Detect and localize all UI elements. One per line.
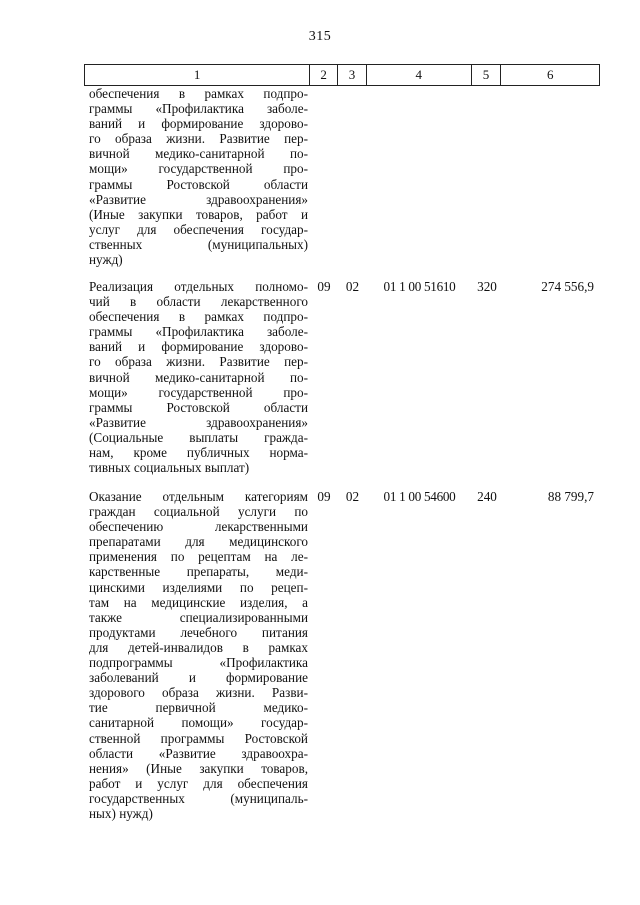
description-line: ваний и формирование здорово- xyxy=(89,339,308,355)
description-line: тивных социальных выплат) xyxy=(89,460,250,476)
description-line: государственных (муниципаль- xyxy=(89,790,308,806)
description-line: граждан социальной услуги по xyxy=(89,504,308,520)
description-line: подпрограммы «Профилактика xyxy=(89,655,308,671)
row-description xyxy=(84,489,310,821)
column-header-5: 5 xyxy=(472,65,502,85)
description-line: препаратами для медицинского xyxy=(89,534,308,550)
description-line: ваний и формирование здорово- xyxy=(89,116,308,132)
description-line: для детей-инвалидов в рамках xyxy=(89,639,308,655)
description-line: (Иные закупки товаров, работ и xyxy=(89,206,308,222)
description-line: заболеваний и формирование xyxy=(89,670,308,686)
column-header-6: 6 xyxy=(546,67,554,82)
description-line: здорового образа жизни. Разви- xyxy=(89,685,308,701)
description-line: нам, кроме публичных норма- xyxy=(89,445,308,461)
page-number: 315 xyxy=(308,29,332,44)
row-amount: 88 799,7 xyxy=(547,489,594,504)
description-line: «Развитие здравоохранения» xyxy=(89,414,308,430)
description-line: обеспечению лекарственными xyxy=(89,519,308,535)
description-line: чий в области лекарственного xyxy=(89,294,308,310)
table-row xyxy=(84,86,600,267)
row-target-code: 01 1 00 54600 xyxy=(383,489,456,504)
column-header-4: 4 xyxy=(367,65,472,85)
row-subsection-code: 02 xyxy=(345,279,360,294)
row-section-code: 09 xyxy=(317,279,331,294)
description-line: Реализация отдельных полномо- xyxy=(89,279,308,294)
description-line: граммы «Профилактика заболе- xyxy=(89,324,308,340)
description-line: го образа жизни. Развитие пер- xyxy=(89,354,308,370)
description-line: ственной программы Ростовской xyxy=(89,730,308,746)
description-line: цинскими изделиями по рецеп- xyxy=(89,579,308,595)
table-row xyxy=(84,489,600,821)
row-amount: 274 556,9 xyxy=(541,279,594,294)
description-line: обеспечения в рамках подпро- xyxy=(89,309,308,325)
description-line: вичной медико-санитарной по- xyxy=(89,146,308,162)
description-line: санитарной помощи» государ- xyxy=(89,715,308,731)
description-line: области «Развитие здравоохра- xyxy=(89,745,308,761)
description-line: карственные препараты, меди- xyxy=(89,564,308,580)
description-line: обеспечения в рамках подпро- xyxy=(89,86,308,101)
description-line: граммы «Профилактика заболе- xyxy=(89,101,308,117)
row-amount xyxy=(502,86,600,267)
description-line: также специализированными xyxy=(89,609,308,625)
description-line: нужд) xyxy=(89,252,123,268)
description-line: вичной медико-санитарной по- xyxy=(89,369,308,385)
column-header-3: 3 xyxy=(338,65,367,85)
row-target-code xyxy=(367,86,472,267)
row-target-code: 01 1 00 51610 xyxy=(383,279,456,294)
description-line: работ и услуг для обеспечения xyxy=(89,775,308,791)
description-line: го образа жизни. Развитие пер- xyxy=(89,131,308,147)
description-line: граммы Ростовской области xyxy=(89,399,308,415)
description-line: мощи» государственной про- xyxy=(89,384,308,400)
description-line: продуктами лечебного питания xyxy=(89,624,308,640)
row-section-code xyxy=(310,86,338,267)
description-line: там на медицинские изделия, а xyxy=(89,594,308,610)
row-subsection-code: 02 xyxy=(345,489,360,504)
row-description xyxy=(84,279,310,475)
description-line: ственных (муниципальных) xyxy=(89,236,308,252)
table-header-row xyxy=(84,64,600,86)
row-description xyxy=(84,86,310,267)
row-expense-type: 320 xyxy=(477,279,497,294)
description-line: Оказание отдельным категориям xyxy=(89,489,308,504)
description-line: граммы Ростовской области xyxy=(89,176,308,192)
description-line: ных) нужд) xyxy=(89,805,153,821)
column-header-2: 2 xyxy=(310,65,338,85)
row-expense-type: 240 xyxy=(477,489,497,504)
description-line: тие первичной медико- xyxy=(89,700,308,716)
row-expense-type xyxy=(472,86,502,267)
description-line: «Развитие здравоохранения» xyxy=(89,191,308,207)
row-section-code: 09 xyxy=(317,489,331,504)
row-subsection-code xyxy=(338,86,367,267)
description-line: нения» (Иные закупки товаров, xyxy=(89,760,308,776)
description-line: (Социальные выплаты гражда- xyxy=(89,429,308,445)
description-line: применения по рецептам на ле- xyxy=(89,549,308,565)
column-header-1: 1 xyxy=(85,65,310,85)
table-row xyxy=(84,279,600,475)
description-line: услуг для обеспечения государ- xyxy=(89,221,308,237)
description-line: мощи» государственной про- xyxy=(89,161,308,177)
